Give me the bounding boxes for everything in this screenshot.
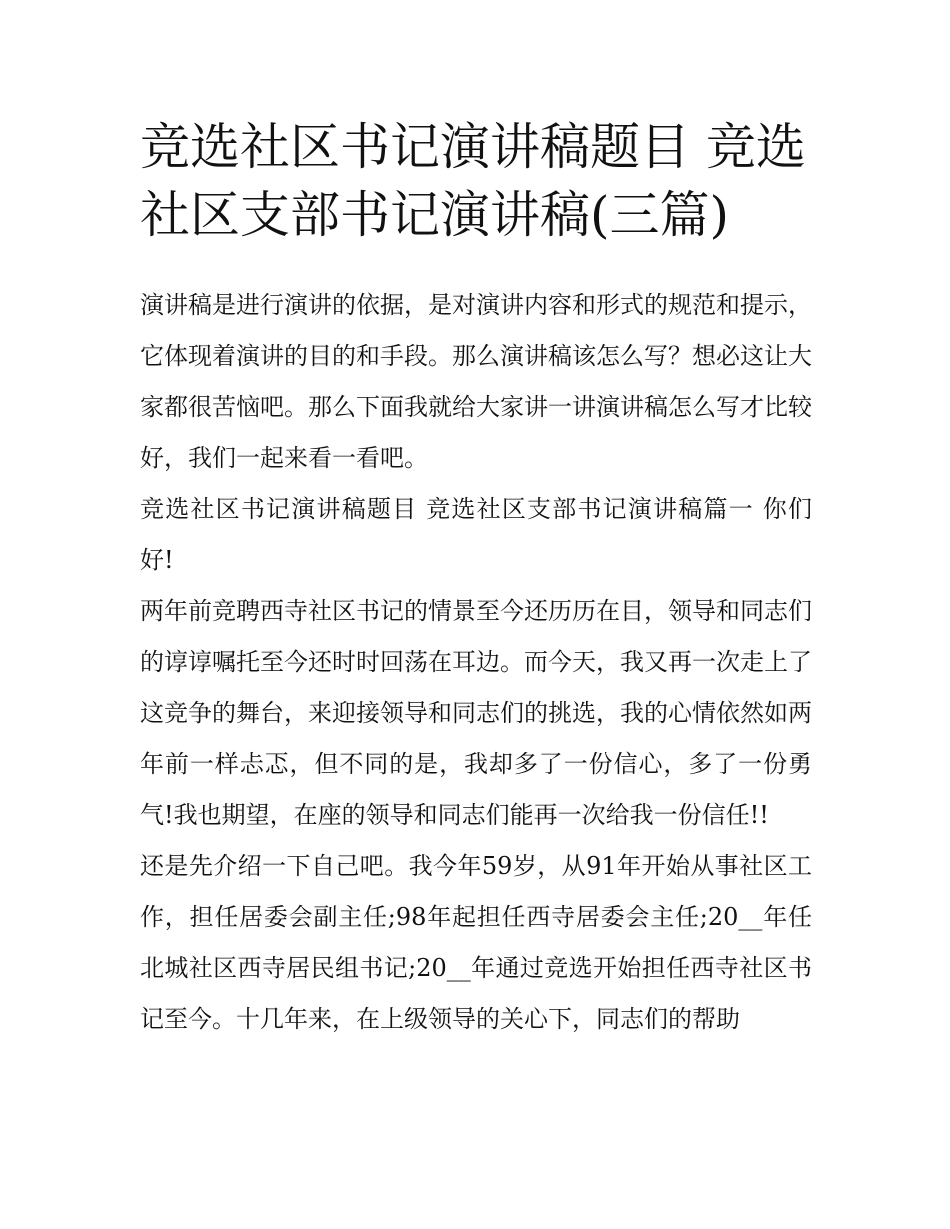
paragraph-heading-speech-one: 竞选社区书记演讲稿题目 竞选社区支部书记演讲稿篇一 你们好! — [140, 495, 812, 574]
paragraph-intro: 演讲稿是进行演讲的依据，是对演讲内容和形式的规范和提示，它体现着演讲的目的和手段。那么演讲稿该怎么写？想必这让大家都很苦恼吧。那么下面我就给大家讲一讲演讲稿怎么写才比较好，我们一起来看一看吧。 — [140, 291, 812, 472]
paragraph-self-introduction: 还是先介绍一下自己吧。我今年59岁，从91年开始从事社区工作，担任居委会副主任;98年起担任西寺居委会主任;20__年任北城社区西寺居民组书记;20__年通过竞选开始担任西寺社区书记至今。十几年来，在上级领导的关心下，同志们的帮助 — [140, 852, 812, 1033]
paragraph-two-years-ago: 两年前竞聘西寺社区书记的情景至今还历历在目，领导和同志们的谆谆嘱托至今还时时回荡在耳边。而今天，我又再一次走上了这竞争的舞台，来迎接领导和同志们的挑选，我的心情依然如两年前一样忐忑，但不同的是，我却多了一份信心，多了一份勇气!我也期望，在座的领导和同志们能再一次给我一份信任!! — [140, 597, 812, 829]
document-body — [140, 280, 812, 1045]
document-title: 竞选社区书记演讲稿题目 竞选社区支部书记演讲稿(三篇) — [140, 118, 806, 244]
